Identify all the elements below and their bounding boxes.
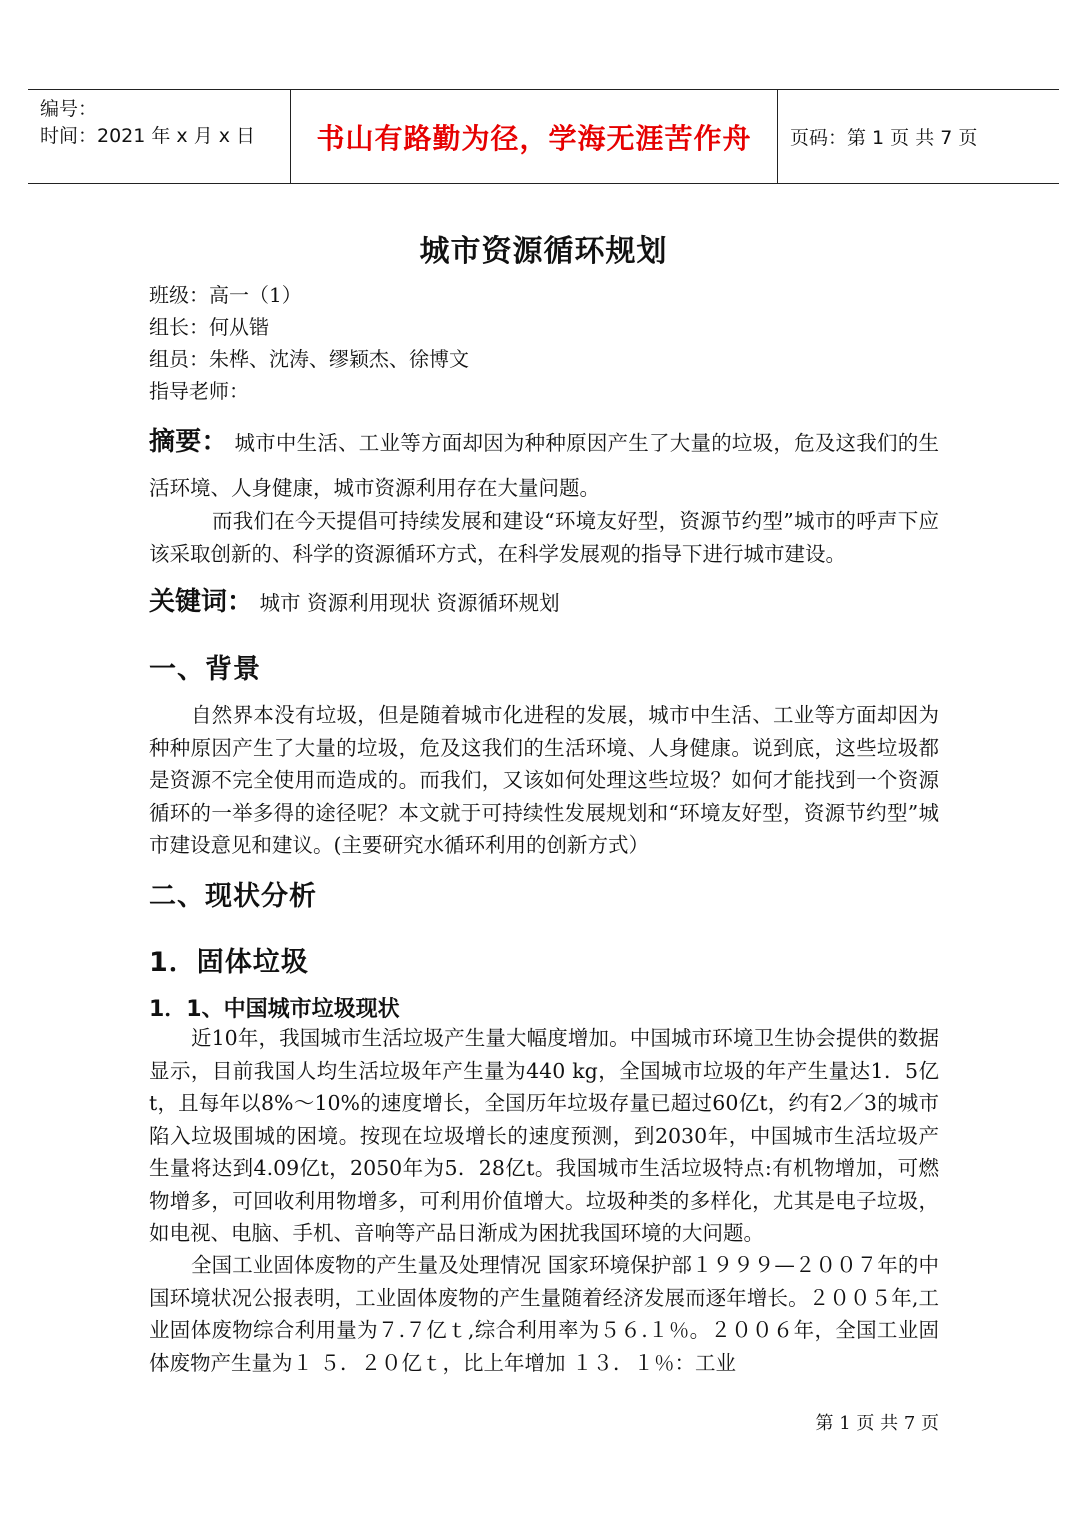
class-line: 班级：高一（1）	[149, 283, 302, 307]
header-table	[28, 89, 1059, 184]
china-paragraph-2: 全国工业固体废物的产生量及处理情况 国家环境保护部１９９９—２００７年的中国环境状况公报表明，工业固体废物的产生量随着经济发展而逐年增长。２００５年,工业固体废物综合利用量为７.７亿ｔ,综合利用率为５６.１％。２００６年，全国工业固体废物产生量为１ ５．２０亿ｔ，比上年增加 １３．１％：工业	[149, 1253, 939, 1375]
document-title: 城市资源循环规划	[419, 234, 668, 269]
heading-status-analysis: 二、现状分析	[149, 881, 317, 912]
teacher-line: 指导老师：	[149, 379, 249, 403]
document-time-label: 时间：2021 年 x 月 x 日	[40, 125, 256, 147]
header-left-cell	[28, 90, 291, 183]
abstract-paragraph	[149, 420, 939, 511]
document-number-label: 编号：	[40, 98, 98, 120]
abstract-text: 城市中生活、工业等方面却因为种种原因产生了大量的垃圾，危及这我们的生活环境、人身健康，城市资源利用存在大量问题。	[149, 431, 939, 500]
heading-solid-waste: 1．固体垃圾	[149, 947, 309, 978]
abstract-paragraph-2: 而我们在今天提倡可持续发展和建设“环境友好型，资源节约型”城市的呼声下应该采取创新的、科学的资源循环方式，在科学发展观的指导下进行城市建设。	[149, 509, 939, 566]
keywords-label: 关键词：	[149, 587, 254, 617]
page-footer: 第 1 页 共 7 页	[815, 1413, 939, 1434]
background-paragraph: 自然界本没有垃圾，但是随着城市化进程的发展，城市中生活、工业等方面却因为种种原因产生了大量的垃圾，危及这我们的生活环境、人身健康。说到底，这些垃圾都是资源不完全使用而造成的。而我们，又该如何处理这些垃圾？如何才能找到一个资源循环的一举多得的途径呢？本文就于可持续性发展规划和“环境友好型，资源节约型”城市建设意见和建议。(主要研究水循环利用的创新方式）	[149, 703, 939, 857]
heading-background: 一、背景	[149, 654, 261, 685]
header-center-cell	[291, 90, 778, 183]
keywords-text: 城市 资源利用现状 资源循环规划	[259, 591, 560, 615]
header-right-cell	[778, 90, 1059, 183]
abstract-label: 摘要：	[149, 427, 228, 457]
keywords-line	[149, 582, 939, 623]
china-paragraph-1: 近10年，我国城市生活垃圾产生量大幅度增加。中国城市环境卫生协会提供的数据显示，目前我国人均生活垃圾年产生量为440 kg，全国城市垃圾的年产生量达1．5亿t，且每年以8%～10%的速度增长，全国历年垃圾存量已超过60亿t，约有2／3的城市陷入垃圾围城的困境。按现在垃圾增长的速度预测，到2030年，中国城市生活垃圾产生量将达到4.09亿t，2050年为5．28亿t。我国城市生活垃圾特点:有机物增加，可燃物增多，可回收利用物增多，可利用价值增大。垃圾种类的多样化，尤其是电子垃圾，如电视、电脑、手机、音响等产品日渐成为困扰我国环境的大问题。	[149, 1026, 939, 1245]
header-motto: 书山有路勤为径，学海无涯苦作舟	[316, 121, 752, 155]
header-page-info: 页码：第 1 页 共 7 页	[790, 127, 978, 149]
leader-line: 组长：何从锴	[149, 315, 269, 339]
heading-china-waste: 1．1、中国城市垃圾现状	[149, 997, 400, 1022]
members-line: 组员：朱桦、沈涛、缪颖杰、徐博文	[149, 347, 469, 371]
